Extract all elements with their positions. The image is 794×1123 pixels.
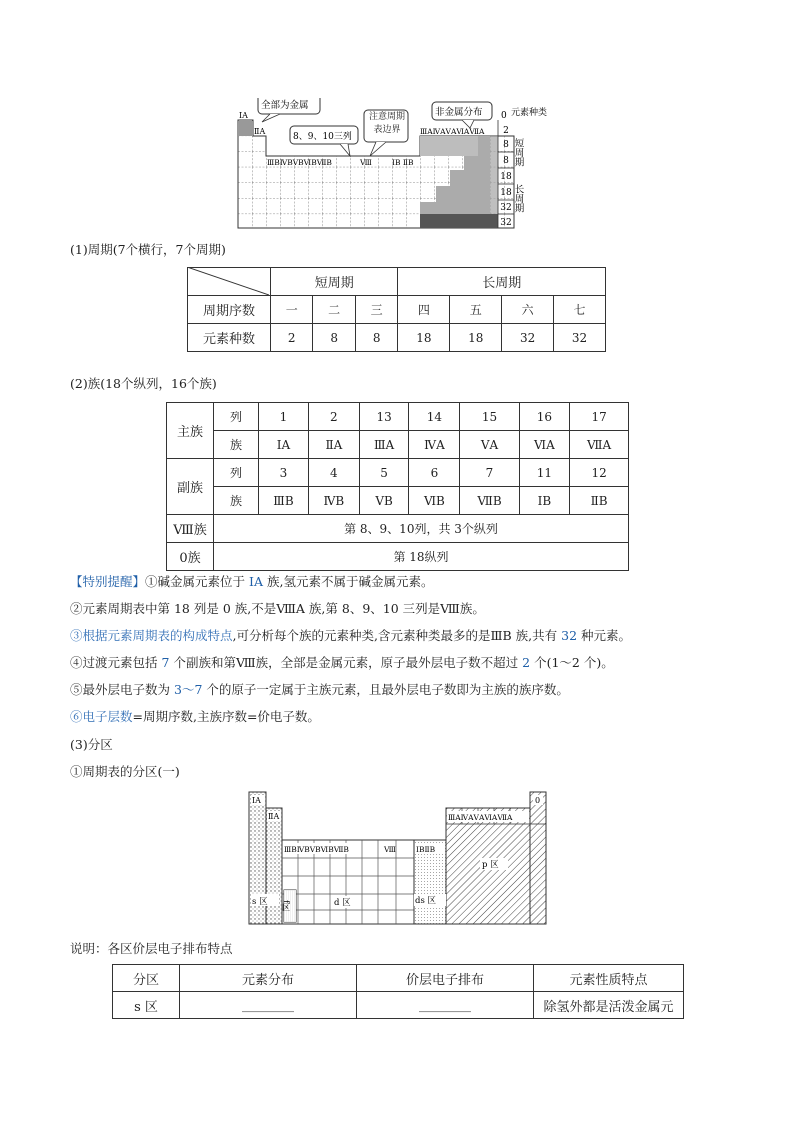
- zones-heading: (3)分区: [70, 737, 113, 752]
- viii-group-text: 第 8、9、10列，共 3个纵列: [214, 515, 629, 543]
- main-fam: ⅣA: [409, 431, 460, 459]
- short-period-header: 短周期: [271, 268, 398, 296]
- sub-fam: ⅣB: [308, 487, 359, 515]
- count-32a: 32: [500, 203, 512, 213]
- count-header: 元素种类: [511, 108, 548, 118]
- summary-header: 价层电子排布: [357, 965, 534, 992]
- ib-iib: ⅠB ⅡB: [392, 158, 414, 167]
- tip-4: ④过渡元素包括 7 个副族和第Ⅷ族，全部是金属元素，原子最外层电子数不超过 2 个(1～2 个)。: [70, 655, 614, 670]
- zero-label: 0: [501, 111, 507, 121]
- h-cell: [238, 121, 253, 136]
- viii-label: Ⅷ: [360, 158, 372, 167]
- group-ia: ⅠA: [239, 111, 248, 120]
- tip-2: ②元素周期表中第 18 列是 0 族,不是ⅧA 族,第 8、9、10 三列是Ⅷ族。: [70, 601, 485, 616]
- period-table: [187, 267, 606, 351]
- main-col: 17: [570, 403, 629, 431]
- fam-label: 族: [214, 487, 259, 515]
- sub-fam: ⅠB: [519, 487, 570, 515]
- periodic-table-overview-diagram: 2 8 8 18 18 32 32 短周期 长周期 ⅠA ⅡA ⅢBⅣBⅤBⅥBⅦB Ⅷ ⅠB ⅡB ⅢAⅣAⅤAⅥAⅦA 0 元素种类 全部为金属 8、9、10三列 注意周期表边界 非金属分布: [230, 98, 550, 233]
- main-col: 2: [308, 403, 359, 431]
- sub-fam: ⅢB: [259, 487, 309, 515]
- sub-fam: ⅦB: [460, 487, 519, 515]
- svg-text:ⅠBⅡB: ⅠBⅡB: [416, 845, 436, 854]
- svg-text:非金属分布: 非金属分布: [435, 107, 483, 118]
- main-col: 13: [359, 403, 409, 431]
- period-num: 三: [355, 296, 398, 324]
- summary-header: 分区: [113, 965, 180, 992]
- period-num: 四: [398, 296, 450, 324]
- col-label: 列: [214, 403, 259, 431]
- viii-group-label: Ⅷ族: [167, 515, 214, 543]
- svg-text:0: 0: [535, 796, 541, 805]
- period-num: 六: [502, 296, 554, 324]
- svg-text:ⅢBⅣBⅤBⅥBⅦB: ⅢBⅣBⅤBⅥBⅦB: [284, 845, 349, 854]
- tip-5: ⑤最外层电子数为 3～7 个的原子一定属于主族元素，且最外层电子数即为主族的族序数。: [70, 682, 569, 697]
- zero-group-label: 0族: [167, 543, 214, 571]
- main-fam: ⅡA: [308, 431, 359, 459]
- col-label: 列: [214, 459, 259, 487]
- main-fam: ⅥA: [519, 431, 570, 459]
- sub-col: 6: [409, 459, 460, 487]
- main-col: 15: [460, 403, 519, 431]
- d-zone-label: d 区: [334, 898, 351, 908]
- count-8b: 8: [503, 156, 509, 166]
- main-col: 16: [519, 403, 570, 431]
- sub-col: 7: [460, 459, 519, 487]
- element-count: 8: [355, 324, 398, 352]
- count-32b: 32: [500, 218, 512, 228]
- sub-group-label: 副族: [167, 459, 214, 515]
- main-fam: ⅠA: [259, 431, 309, 459]
- sub-fam: ⅤB: [359, 487, 409, 515]
- element-count: 2: [271, 324, 313, 352]
- svg-text:8、9、10三列: 8、9、10三列: [293, 132, 352, 142]
- main-group-label: 主族: [167, 403, 214, 459]
- tip-6: ⑥电子层数=周期序数,主族序数=价电子数。: [70, 709, 320, 724]
- sub-col: 11: [519, 459, 570, 487]
- period-num: 二: [313, 296, 355, 324]
- svg-text:Ⅷ: Ⅷ: [384, 845, 396, 854]
- element-count: 18: [450, 324, 502, 352]
- long-period-label: 长周期: [512, 184, 524, 213]
- summary-cell: 除氢外都是活泼金属元: [534, 992, 684, 1019]
- b-groups: ⅢBⅣBⅤBⅥBⅦB: [267, 158, 332, 167]
- s-zone-iia: [266, 808, 282, 924]
- sub-col: 12: [570, 459, 629, 487]
- summary-table: [112, 964, 684, 1019]
- sub-col: 4: [308, 459, 359, 487]
- row-label-period-number: 周期序数: [188, 296, 271, 324]
- period-heading: (1)周期(7个横行，7个周期): [70, 242, 226, 257]
- element-count: 18: [398, 324, 450, 352]
- summary-blank[interactable]: ________: [180, 992, 357, 1019]
- element-count: 32: [554, 324, 606, 352]
- svg-text:ⅠA: ⅠA: [252, 796, 261, 805]
- element-count: 8: [313, 324, 355, 352]
- summary-header: 元素分布: [180, 965, 357, 992]
- zero-group-col: [530, 792, 546, 924]
- summary-header: 元素性质特点: [534, 965, 684, 992]
- sub-fam: ⅡB: [570, 487, 629, 515]
- main-fam: ⅢA: [359, 431, 409, 459]
- p-zone-label: p 区: [482, 860, 499, 870]
- fam-label: 族: [214, 431, 259, 459]
- main-col: 14: [409, 403, 460, 431]
- svg-text:全部为金属: 全部为金属: [261, 100, 309, 111]
- zero-group-text: 第 18纵列: [214, 543, 629, 571]
- periodic-table-zones-diagram: [246, 790, 548, 926]
- a-groups: ⅢAⅣAⅤAⅥAⅦA: [420, 127, 485, 136]
- last-period-dark: [420, 214, 498, 228]
- summary-heading: 说明：各区价层电子排布特点: [70, 941, 233, 956]
- main-fam: ⅦA: [570, 431, 629, 459]
- s-zone-label: s 区: [252, 897, 268, 907]
- ds-zone-label: ds 区: [415, 896, 437, 906]
- tip-1: 【特别提醒】①碱金属元素位于 ⅠA 族,氢元素不属于碱金属元素。: [70, 574, 434, 589]
- tips-title: 【特别提醒】: [70, 574, 146, 589]
- period-num: 一: [271, 296, 313, 324]
- tip-3: ③根据元素周期表的构成特点,可分析每个族的元素种类,含元素种类最多的是ⅢB 族,共有 32 种元素。: [70, 628, 632, 643]
- element-count: 32: [502, 324, 554, 352]
- group-heading: (2)族(18个纵列，16个族): [70, 376, 217, 391]
- sub-col: 5: [359, 459, 409, 487]
- group-table: [166, 402, 629, 571]
- sub-col: 3: [259, 459, 309, 487]
- short-period-label: 短周期: [512, 138, 524, 167]
- count-18b: 18: [500, 188, 512, 198]
- f-zone-label: f区: [281, 900, 291, 911]
- group-iia: ⅡA: [254, 127, 266, 136]
- count-18a: 18: [500, 172, 512, 182]
- period-num: 七: [554, 296, 606, 324]
- long-period-header: 长周期: [398, 268, 606, 296]
- svg-text:ⅡA: ⅡA: [268, 812, 280, 821]
- summary-blank[interactable]: ________: [357, 992, 534, 1019]
- svg-text:ⅢAⅣAⅤAⅥAⅦA: ⅢAⅣAⅤAⅥAⅦA: [448, 813, 513, 822]
- count-2: 2: [503, 126, 509, 136]
- main-fam: ⅤA: [460, 431, 519, 459]
- count-8a: 8: [503, 140, 509, 150]
- summary-cell: s 区: [113, 992, 180, 1019]
- zones-subheading: ①周期表的分区(一): [70, 764, 180, 779]
- period-num: 五: [450, 296, 502, 324]
- row-label-element-count: 元素种数: [188, 324, 271, 352]
- main-col: 1: [259, 403, 309, 431]
- sub-fam: ⅥB: [409, 487, 460, 515]
